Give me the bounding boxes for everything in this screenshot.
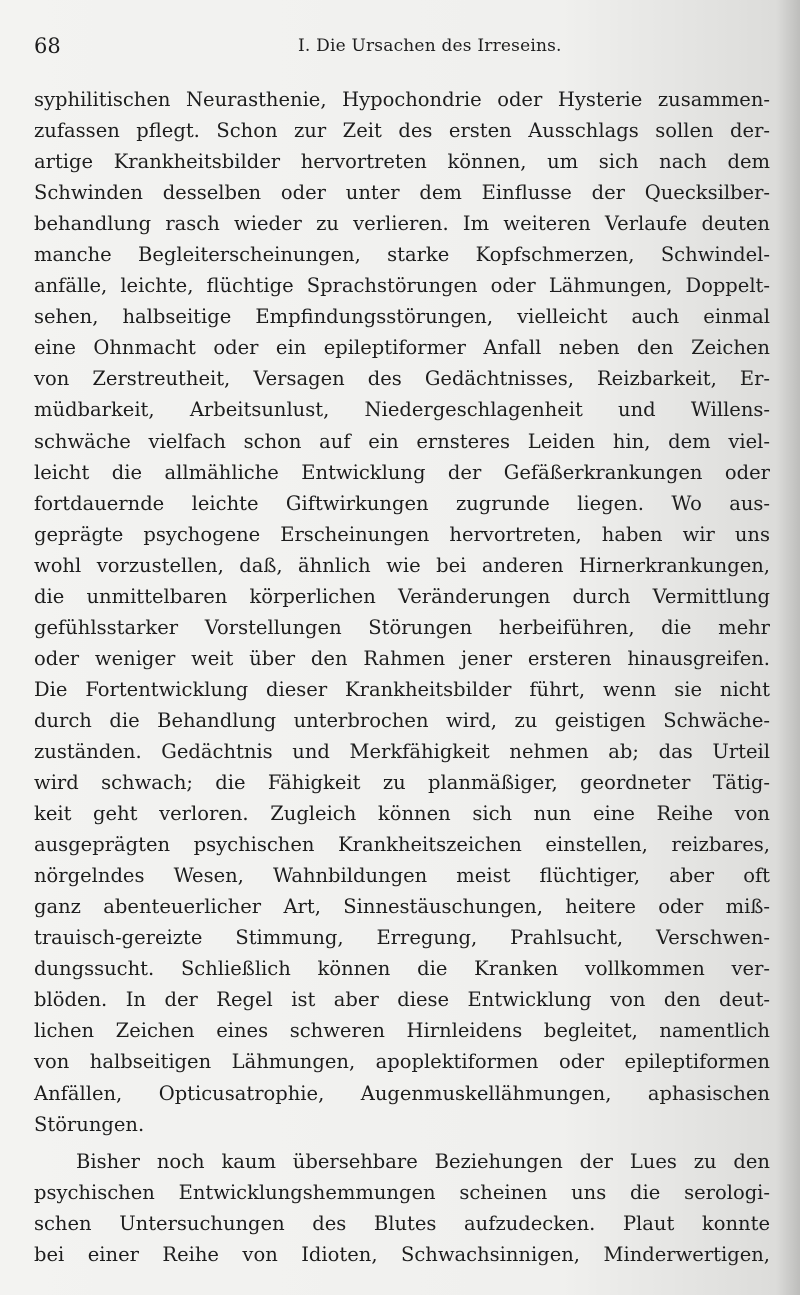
text-line: fortdauernde leichte Giftwirkungen zugrunde liegen. Wo aus- — [34, 491, 770, 515]
body-text — [34, 84, 770, 1270]
text-line: manche Begleiterscheinungen, starke Kopfschmerzen, Schwindel- — [34, 243, 770, 267]
text-line: Bisher noch kaum übersehbare Beziehungen der Lues zu den — [76, 1149, 770, 1173]
text-line: psychischen Entwicklungshemmungen scheinen uns die serologi- — [34, 1180, 770, 1204]
text-line: eine Ohnmacht oder ein epileptiformer Anfall neben den Zeichen — [34, 336, 770, 360]
text-line: dungssucht. Schließlich können die Kranken vollkommen ver- — [34, 957, 770, 981]
text-line: geprägte psychogene Erscheinungen hervortreten, haben wir uns — [34, 522, 770, 546]
text-line: Anfällen, Opticusatrophie, Augenmuskellähmungen, aphasischen — [34, 1081, 770, 1105]
text-line: von Zerstreutheit, Versagen des Gedächtnisses, Reizbarkeit, Er- — [34, 367, 770, 391]
text-line: leicht die allmähliche Entwicklung der Gefäßerkrankungen oder — [34, 460, 770, 484]
text-line: wohl vorzustellen, daß, ähnlich wie bei anderen Hirnerkrankungen, — [34, 553, 770, 577]
text-line: lichen Zeichen eines schweren Hirnleidens begleitet, namentlich — [34, 1019, 770, 1043]
text-line: schwäche vielfach schon auf ein ernsteres Leiden hin, dem viel- — [34, 429, 770, 453]
text-line: die unmittelbaren körperlichen Veränderungen durch Vermittlung — [34, 584, 770, 608]
text-line: gefühlsstarker Vorstellungen Störungen herbeiführen, die mehr — [34, 615, 770, 639]
paragraph-1 — [34, 84, 770, 1140]
text-line: blöden. In der Regel ist aber diese Entwicklung von den deut- — [34, 988, 770, 1012]
text-line: nörgelndes Wesen, Wahnbildungen meist flüchtiger, aber oft — [34, 864, 770, 888]
text-line: wird schwach; die Fähigkeit zu planmäßiger, geordneter Tätig- — [34, 771, 770, 795]
text-line: trauisch-gereizte Stimmung, Erregung, Prahlsucht, Verschwen- — [34, 926, 770, 950]
text-line: müdbarkeit, Arbeitsunlust, Niedergeschlagenheit und Willens- — [34, 398, 770, 422]
text-line: behandlung rasch wieder zu verlieren. Im weiteren Verlaufe deuten — [34, 212, 770, 236]
text-line: zufassen pflegt. Schon zur Zeit des ersten Ausschlags sollen der- — [34, 119, 770, 143]
text-line: durch die Behandlung unterbrochen wird, zu geistigen Schwäche- — [34, 708, 770, 732]
text-line: ganz abenteuerlicher Art, Sinnestäuschungen, heitere oder miß- — [34, 895, 770, 919]
text-line: schen Untersuchungen des Blutes aufzudecken. Plaut konnte — [34, 1211, 770, 1235]
text-line: ausgeprägten psychischen Krankheitszeichen einstellen, reizbares, — [34, 833, 770, 857]
text-line: artige Krankheitsbilder hervortreten können, um sich nach dem — [34, 150, 770, 174]
text-line: Schwinden desselben oder unter dem Einflusse der Quecksilber- — [34, 181, 770, 205]
page-header — [34, 30, 770, 62]
text-line: syphilitischen Neurasthenie, Hypochondrie oder Hysterie zusammen- — [34, 88, 770, 111]
page-number: 68 — [34, 34, 61, 58]
text-line: bei einer Reihe von Idioten, Schwachsinnigen, Minderwertigen, — [34, 1242, 770, 1266]
paragraph-2 — [34, 1146, 770, 1270]
text-line: von halbseitigen Lähmungen, apoplektiformen oder epileptiformen — [34, 1050, 770, 1074]
text-line: keit geht verloren. Zugleich können sich nun eine Reihe von — [34, 802, 770, 826]
text-line: zuständen. Gedächtnis und Merkfähigkeit nehmen ab; das Urteil — [34, 739, 770, 763]
text-line: anfälle, leichte, flüchtige Sprachstörungen oder Lähmungen, Doppelt- — [34, 274, 770, 298]
text-line: Störungen. — [34, 1112, 145, 1136]
text-line: oder weniger weit über den Rahmen jener ersteren hinausgreifen. — [34, 646, 770, 670]
text-line: sehen, halbseitige Empfindungsstörungen, vielleicht auch einmal — [34, 305, 770, 329]
running-title: I. Die Ursachen des Irreseins. — [298, 36, 562, 56]
text-line: Die Fortentwicklung dieser Krankheitsbilder führt, wenn sie nicht — [34, 677, 770, 701]
